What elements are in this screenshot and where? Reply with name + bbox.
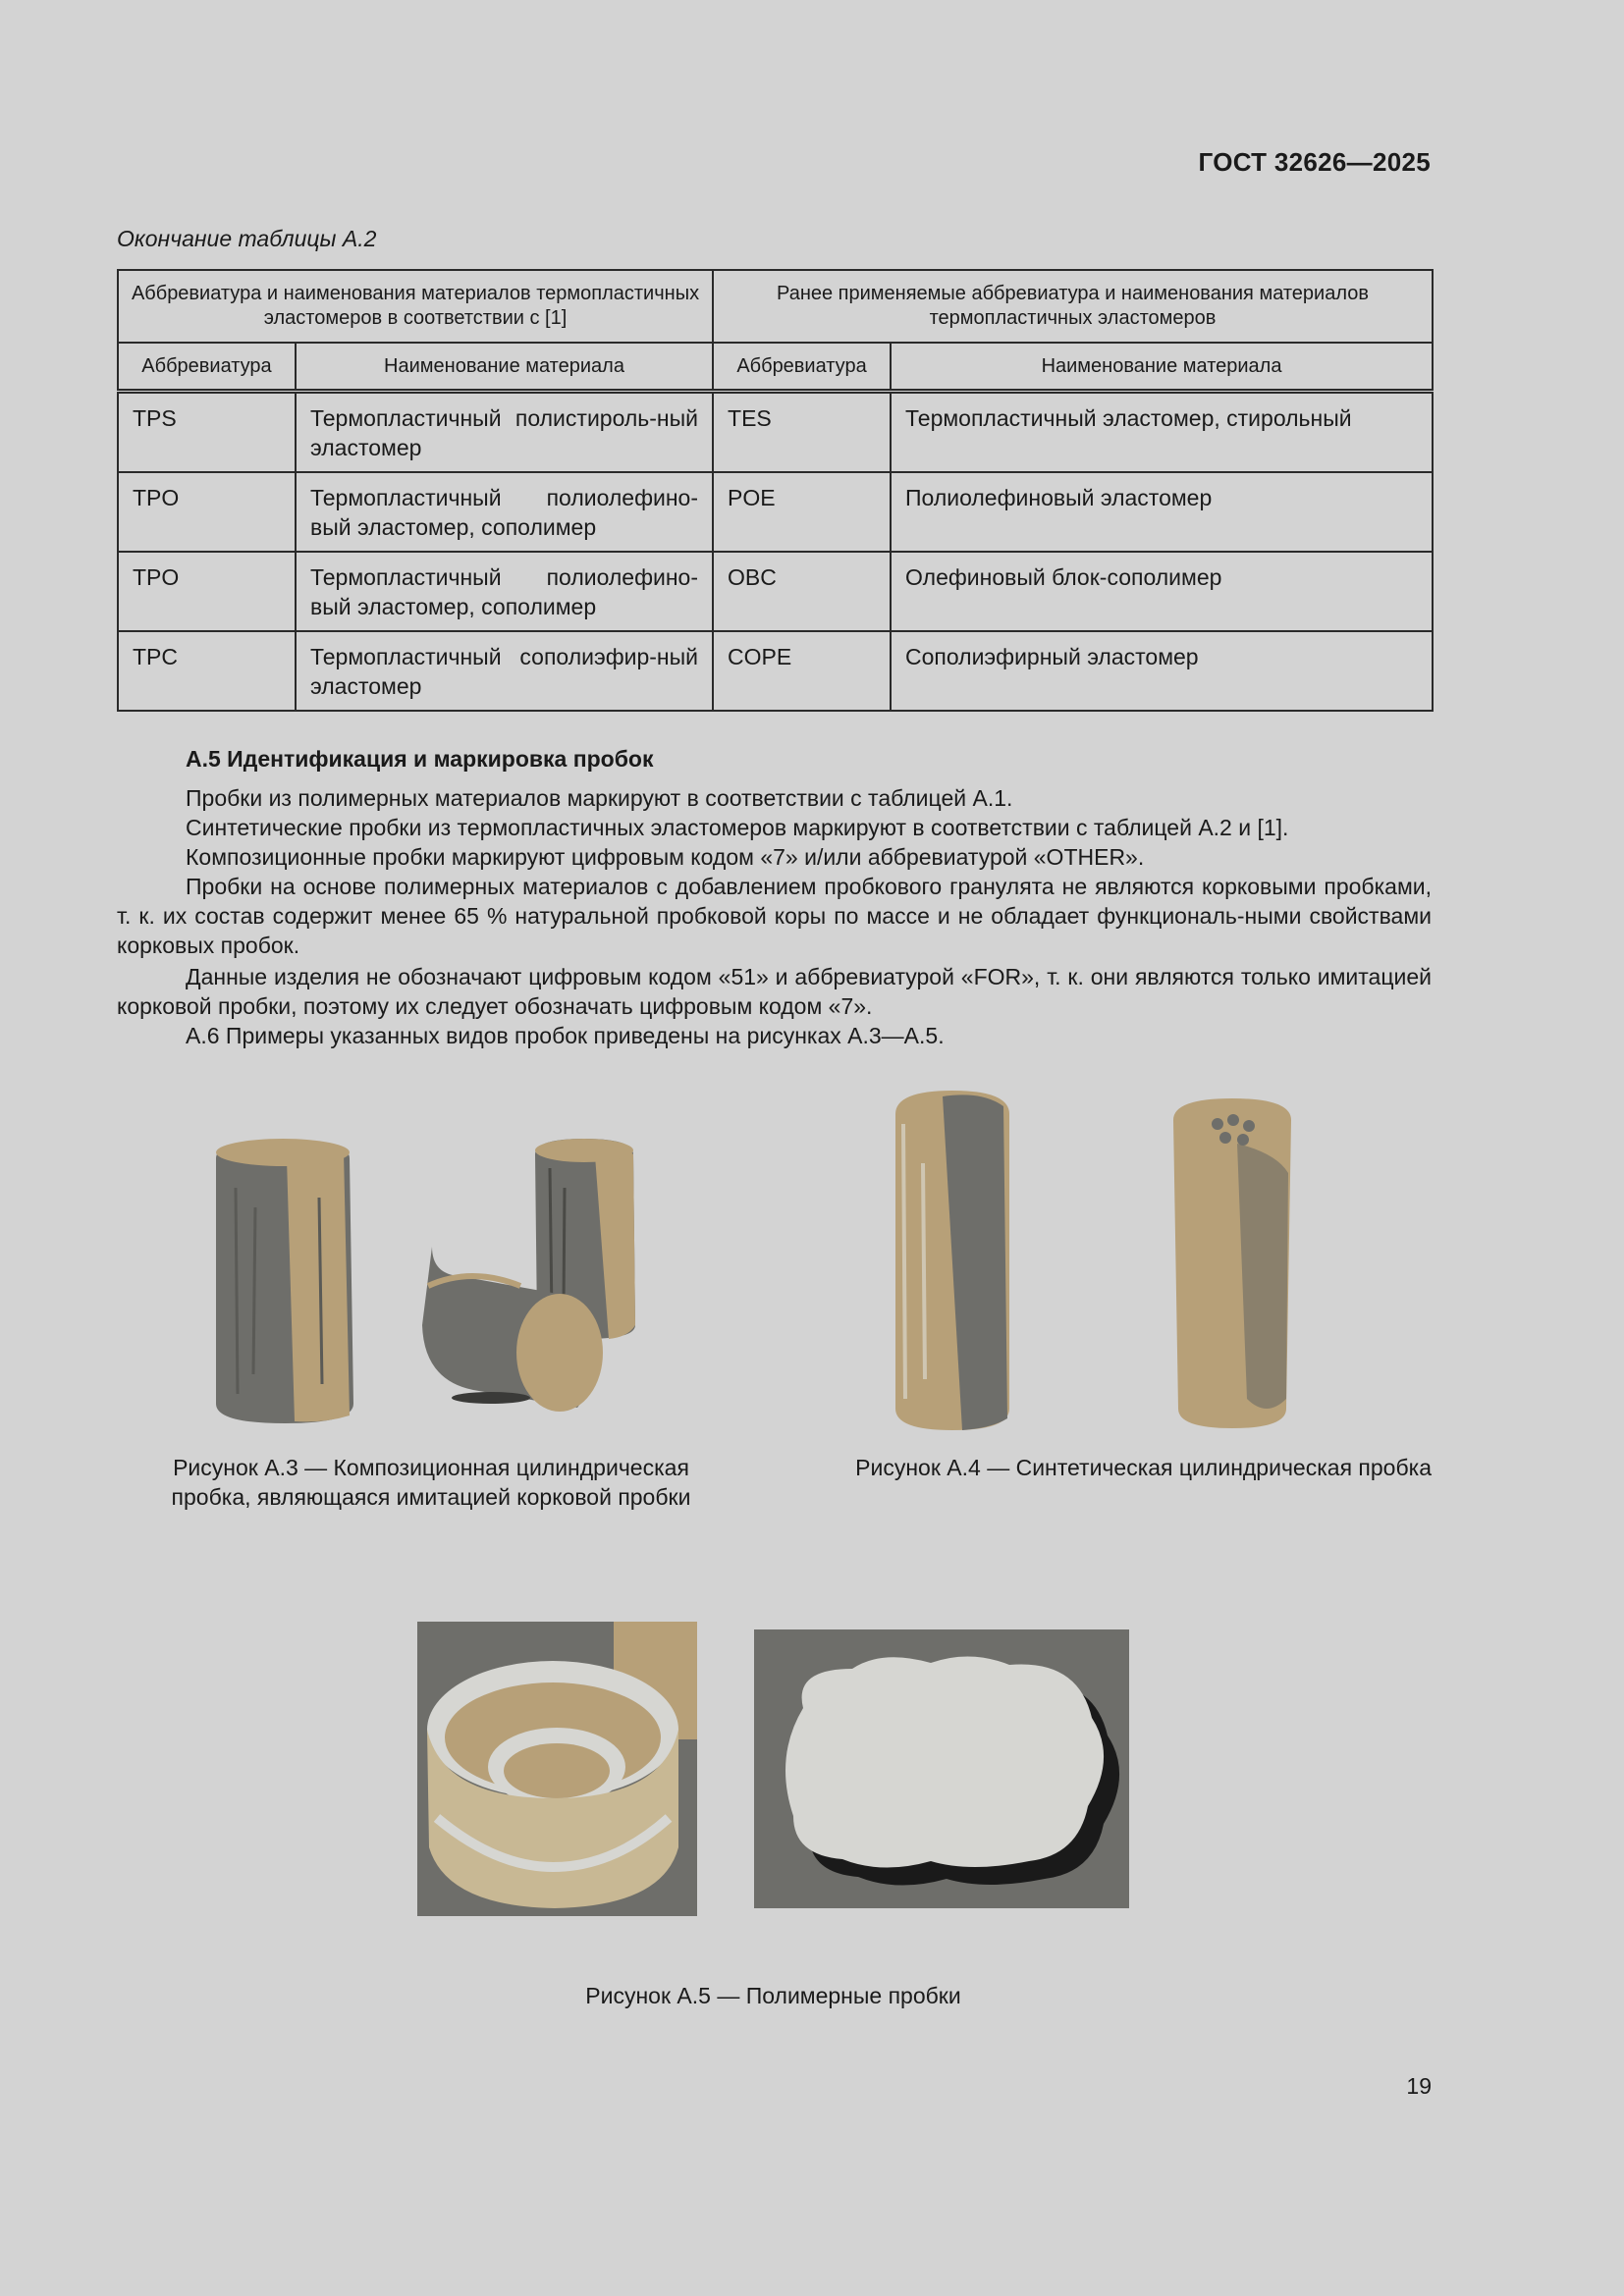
cell-old-abbr: TES (713, 392, 891, 473)
table-row (118, 552, 1433, 631)
paragraph-5: Данные изделия не обозначают цифровым кодом «51» и аббревиатурой «FOR», т. к. они являются только имитацией корковой пробки, поэтому их следует обозначать цифровым кодом «7». (117, 964, 1432, 1019)
figure-a3-caption (117, 1453, 745, 1512)
cell-old-abbr: COPE (713, 631, 891, 711)
figure-a4-image (884, 1085, 1345, 1433)
figure-a3-image (196, 1129, 668, 1433)
group-header-previous: Ранее применяемые аббревиатура и наименования материалов термопластичных эластомеров (713, 270, 1433, 343)
cell-old-name: Термопластичный эластомер, стирольный (891, 392, 1433, 473)
section-title: А.5 Идентификация и маркировка пробок (186, 746, 654, 772)
cell-name: Термопластичный полистироль-ный эластомер (296, 392, 713, 473)
cell-old-name: Олефиновый блок-сополимер (891, 552, 1433, 631)
cell-abbr: TPS (118, 392, 296, 473)
table-caption: Окончание таблицы А.2 (117, 226, 377, 251)
figure-a3-caption-line1: Рисунок А.3 — Композиционная цилиндрическая (173, 1455, 689, 1480)
table-row (118, 631, 1433, 711)
cell-name: Термопластичный сополиэфир-ный эластомер (296, 631, 713, 711)
materials-table (117, 269, 1434, 712)
figure-a4-caption: Рисунок А.4 — Синтетическая цилиндрическая пробка (855, 1455, 1432, 1480)
cell-abbr: TPO (118, 472, 296, 552)
table-row (118, 392, 1433, 473)
page-number: 19 (1406, 2073, 1432, 2099)
figure-a5-image-cap (417, 1622, 697, 1916)
paragraph-4: Пробки на основе полимерных материалов с добавлением пробкового гранулята не являются корковыми пробками, т. к. их состав содержит менее 65 % натуральной пробковой коры по массе и не обладает функциональ-ными свойствами корковых пробок. (117, 874, 1432, 958)
paragraph-1: Пробки из полимерных материалов маркируют в соответствии с таблицей А.1. (186, 785, 1013, 811)
cell-old-abbr: POE (713, 472, 891, 552)
paragraph-2: Синтетические пробки из термопластичных эластомеров маркируют в соответствии с таблицей А.2 и [1]. (186, 815, 1289, 840)
figure-a5-caption: Рисунок А.5 — Полимерные пробки (585, 1983, 961, 2008)
sub-header-name: Наименование материала (296, 343, 713, 392)
sub-header-old-abbr: Аббревиатура (713, 343, 891, 392)
paragraph-6: А.6 Примеры указанных видов пробок приведены на рисунках А.3—А.5. (186, 1023, 945, 1048)
cell-name: Термопластичный полиолефино-вый эластомер, сополимер (296, 472, 713, 552)
paragraph-3: Композиционные пробки маркируют цифровым кодом «7» и/или аббревиатурой «OTHER». (186, 844, 1145, 870)
sub-header-abbr: Аббревиатура (118, 343, 296, 392)
sub-header-old-name: Наименование материала (891, 343, 1433, 392)
cell-old-name: Полиолефиновый эластомер (891, 472, 1433, 552)
figure-a3-caption-line2: пробка, являющаяся имитацией корковой пробки (171, 1484, 691, 1510)
table-sub-header-row (118, 343, 1433, 392)
group-header-current: Аббревиатура и наименования материалов термопластичных эластомеров в соответствии с [1] (118, 270, 713, 343)
standard-number: ГОСТ 32626—2025 (1198, 147, 1431, 177)
table-row (118, 472, 1433, 552)
cell-name: Термопластичный полиолефино-вый эластомер, сополимер (296, 552, 713, 631)
cell-abbr: TPC (118, 631, 296, 711)
table-group-header-row (118, 270, 1433, 343)
figure-a5-image-disc (754, 1629, 1129, 1908)
cell-old-name: Сополиэфирный эластомер (891, 631, 1433, 711)
cell-old-abbr: OBC (713, 552, 891, 631)
cell-abbr: TPO (118, 552, 296, 631)
